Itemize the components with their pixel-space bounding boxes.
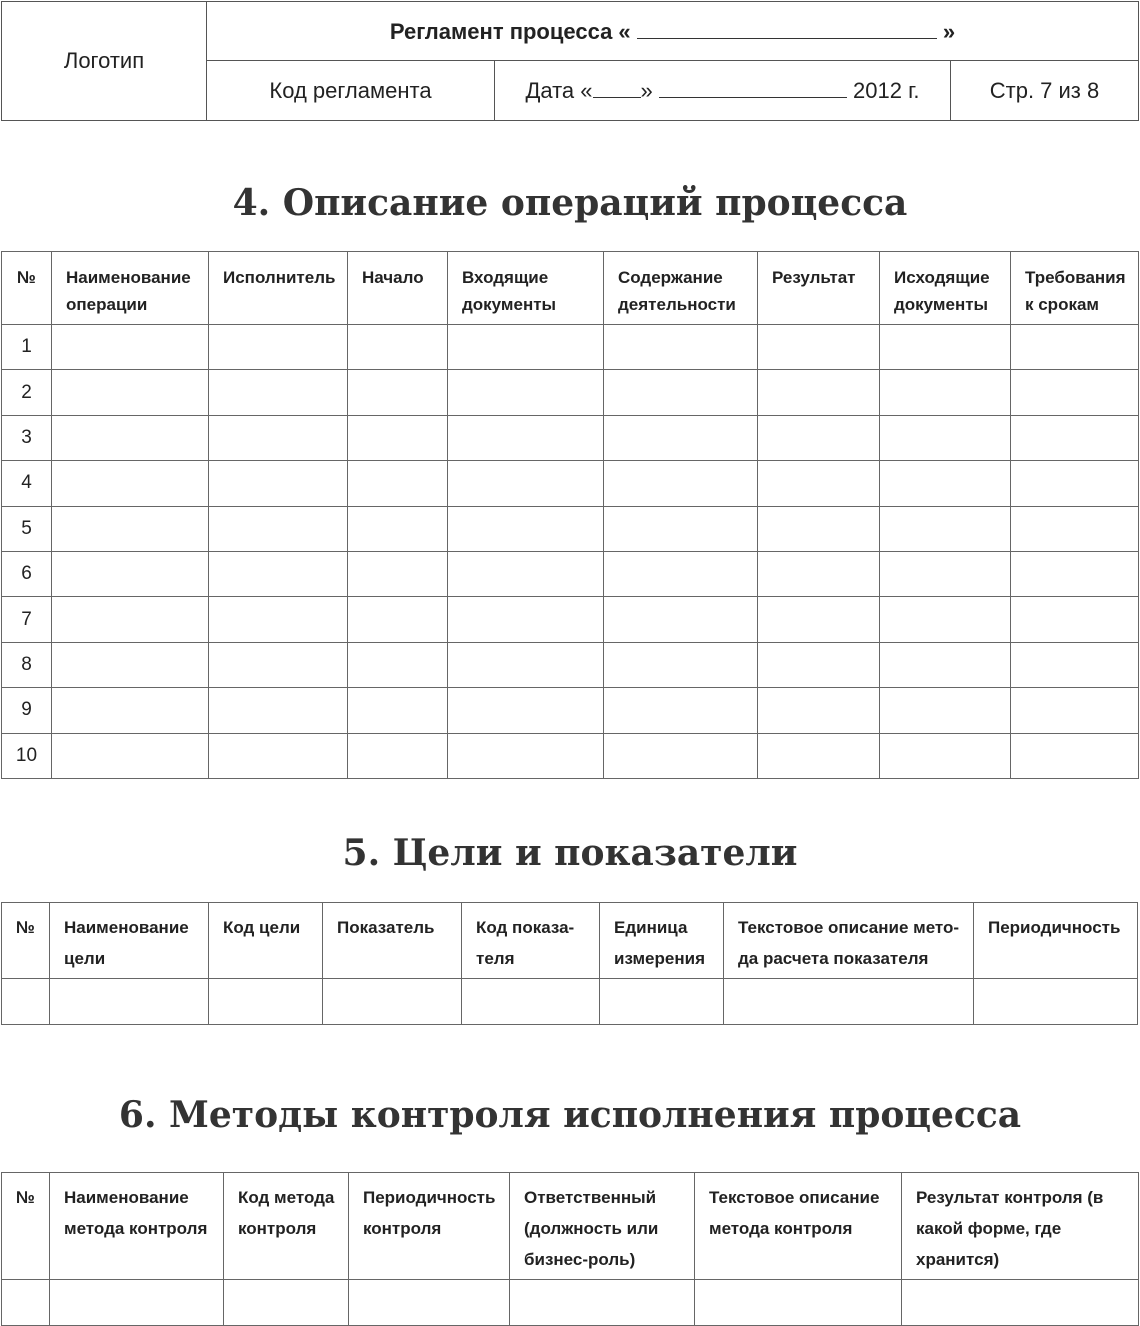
table-cell[interactable] — [604, 597, 758, 642]
table-cell[interactable] — [880, 370, 1011, 415]
column-header: Требования к срокам — [1011, 252, 1139, 325]
table-cell[interactable] — [2, 1280, 50, 1326]
table-cell[interactable] — [52, 461, 209, 506]
column-header: Наименование цели — [50, 903, 209, 979]
table-cell[interactable] — [448, 325, 604, 370]
row-number: 1 — [2, 325, 52, 370]
table-cell[interactable] — [52, 642, 209, 687]
table-cell[interactable] — [348, 551, 448, 596]
logo-placeholder: Логотип — [2, 2, 207, 121]
table-cell[interactable] — [902, 1280, 1139, 1326]
table-cell[interactable] — [604, 642, 758, 687]
table-row — [2, 370, 1139, 415]
column-header: № — [2, 903, 50, 979]
table-row — [2, 979, 1138, 1025]
table-row — [2, 415, 1139, 460]
table-cell[interactable] — [1011, 597, 1139, 642]
title-prefix: Регламент процесса « — [389, 18, 631, 44]
table-cell[interactable] — [758, 551, 880, 596]
table-cell[interactable] — [349, 1280, 510, 1326]
table-cell[interactable] — [758, 642, 880, 687]
table-cell[interactable] — [448, 733, 604, 778]
table-cell[interactable] — [974, 979, 1138, 1025]
column-header: Исходящие документы — [880, 252, 1011, 325]
row-number: 2 — [2, 370, 52, 415]
title-suffix: » — [942, 18, 956, 44]
table-cell[interactable] — [1011, 551, 1139, 596]
column-header: Наименование метода контроля — [50, 1173, 224, 1280]
day-blank[interactable] — [593, 77, 641, 98]
table-cell[interactable] — [880, 688, 1011, 733]
row-number: 9 — [2, 688, 52, 733]
table-cell[interactable] — [758, 370, 880, 415]
table-cell[interactable] — [209, 551, 348, 596]
table-cell[interactable] — [348, 415, 448, 460]
table-cell[interactable] — [348, 642, 448, 687]
row-number: 4 — [2, 461, 52, 506]
table-cell[interactable] — [758, 597, 880, 642]
date-prefix: Дата « — [525, 78, 593, 103]
table-cell[interactable] — [880, 642, 1011, 687]
table-cell[interactable] — [1011, 642, 1139, 687]
table-cell[interactable] — [348, 688, 448, 733]
table-cell[interactable] — [52, 506, 209, 551]
column-header: Периодичность — [974, 903, 1138, 979]
table-cell[interactable] — [604, 733, 758, 778]
table-cell[interactable] — [348, 461, 448, 506]
operations-table — [1, 251, 1139, 779]
table-cell[interactable] — [448, 688, 604, 733]
table-cell[interactable] — [880, 461, 1011, 506]
table-cell[interactable] — [52, 325, 209, 370]
table-row — [2, 688, 1139, 733]
table-cell[interactable] — [209, 370, 348, 415]
table-cell[interactable] — [348, 325, 448, 370]
table-cell[interactable] — [209, 979, 323, 1025]
table-cell[interactable] — [462, 979, 600, 1025]
column-header: Код цели — [209, 903, 323, 979]
column-header: Результат контроля (в какой форме, где хранится) — [902, 1173, 1139, 1280]
page-number: Стр. 7 из 8 — [951, 61, 1139, 121]
table-cell[interactable] — [209, 688, 348, 733]
section-4-title: 4. Описание операций процесса — [232, 182, 908, 224]
regulation-code: Код регламента — [207, 61, 495, 121]
table-cell[interactable] — [448, 506, 604, 551]
table-cell[interactable] — [52, 688, 209, 733]
table-cell[interactable] — [52, 551, 209, 596]
column-header: Код показа-теля — [462, 903, 600, 979]
control-methods-table — [1, 1172, 1139, 1326]
table-cell[interactable] — [695, 1280, 902, 1326]
table-cell[interactable] — [604, 506, 758, 551]
table-cell[interactable] — [448, 415, 604, 460]
table-cell[interactable] — [52, 370, 209, 415]
date-year: 2012 г. — [853, 78, 920, 103]
table-cell[interactable] — [758, 506, 880, 551]
column-header: № — [2, 252, 52, 325]
table-row — [2, 551, 1139, 596]
table-cell[interactable] — [348, 597, 448, 642]
column-header: Текстовое описание метода контроля — [695, 1173, 902, 1280]
table-cell[interactable] — [448, 370, 604, 415]
table-cell[interactable] — [880, 506, 1011, 551]
regulation-header — [1, 1, 1139, 121]
table-cell[interactable] — [2, 979, 50, 1025]
table-cell[interactable] — [880, 551, 1011, 596]
table-cell[interactable] — [209, 325, 348, 370]
table-cell[interactable] — [758, 733, 880, 778]
table-cell[interactable] — [604, 461, 758, 506]
table-cell[interactable] — [880, 325, 1011, 370]
table-header-row — [2, 903, 1138, 979]
table-cell[interactable] — [1011, 733, 1139, 778]
table-cell[interactable] — [448, 642, 604, 687]
table-cell[interactable] — [448, 597, 604, 642]
goals-table — [1, 902, 1138, 1025]
process-name-blank[interactable] — [637, 18, 937, 39]
table-cell[interactable] — [52, 597, 209, 642]
row-number: 8 — [2, 642, 52, 687]
table-cell[interactable] — [209, 597, 348, 642]
column-header: Ответственный (должность или бизнес-роль) — [510, 1173, 695, 1280]
table-cell[interactable] — [758, 415, 880, 460]
table-row — [2, 733, 1139, 778]
row-number: 3 — [2, 415, 52, 460]
table-cell[interactable] — [209, 642, 348, 687]
table-row — [2, 1280, 1139, 1326]
table-cell[interactable] — [209, 461, 348, 506]
table-cell[interactable] — [758, 461, 880, 506]
table-cell[interactable] — [50, 1280, 224, 1326]
table-cell[interactable] — [604, 370, 758, 415]
table-cell[interactable] — [1011, 461, 1139, 506]
table-row — [2, 506, 1139, 551]
column-header: Периодичность контроля — [349, 1173, 510, 1280]
regulation-title — [207, 2, 1139, 61]
column-header: Входящие документы — [448, 252, 604, 325]
column-header: Показатель — [323, 903, 462, 979]
table-header-row — [2, 1173, 1139, 1280]
section-5-title: 5. Цели и показатели — [342, 832, 798, 874]
row-number: 5 — [2, 506, 52, 551]
table-cell[interactable] — [209, 415, 348, 460]
date-mid: » — [640, 78, 653, 103]
table-cell[interactable] — [724, 979, 974, 1025]
table-cell[interactable] — [448, 551, 604, 596]
table-cell[interactable] — [348, 506, 448, 551]
column-header: Наименование операции — [52, 252, 209, 325]
month-blank[interactable] — [659, 77, 847, 98]
table-cell[interactable] — [52, 415, 209, 460]
table-header-row — [2, 252, 1139, 325]
table-cell[interactable] — [1011, 506, 1139, 551]
row-number: 10 — [2, 733, 52, 778]
table-cell[interactable] — [758, 688, 880, 733]
table-cell[interactable] — [209, 506, 348, 551]
column-header: Результат — [758, 252, 880, 325]
row-number: 7 — [2, 597, 52, 642]
table-cell[interactable] — [758, 325, 880, 370]
column-header: Единица измерения — [600, 903, 724, 979]
table-cell[interactable] — [880, 597, 1011, 642]
row-number: 6 — [2, 551, 52, 596]
table-cell[interactable] — [604, 415, 758, 460]
table-cell[interactable] — [323, 979, 462, 1025]
table-cell[interactable] — [1011, 415, 1139, 460]
column-header: Начало — [348, 252, 448, 325]
table-cell[interactable] — [348, 733, 448, 778]
column-header: № — [2, 1173, 50, 1280]
table-cell[interactable] — [510, 1280, 695, 1326]
table-row — [2, 642, 1139, 687]
table-cell[interactable] — [1011, 370, 1139, 415]
column-header: Код метода контроля — [224, 1173, 349, 1280]
table-cell[interactable] — [209, 733, 348, 778]
section-6-title: 6. Методы контроля исполнения процесса — [118, 1094, 1022, 1136]
table-cell[interactable] — [1011, 688, 1139, 733]
table-cell[interactable] — [448, 461, 604, 506]
column-header: Содержание деятельности — [604, 252, 758, 325]
table-cell[interactable] — [50, 979, 209, 1025]
column-header: Текстовое описание мето-да расчета показателя — [724, 903, 974, 979]
table-cell[interactable] — [1011, 325, 1139, 370]
table-cell[interactable] — [604, 325, 758, 370]
regulation-date — [495, 61, 951, 121]
table-cell[interactable] — [880, 733, 1011, 778]
table-row — [2, 597, 1139, 642]
column-header: Исполнитель — [209, 252, 348, 325]
table-cell[interactable] — [880, 415, 1011, 460]
table-cell[interactable] — [348, 370, 448, 415]
table-cell[interactable] — [52, 733, 209, 778]
table-cell[interactable] — [604, 688, 758, 733]
table-row — [2, 325, 1139, 370]
table-cell[interactable] — [600, 979, 724, 1025]
table-cell[interactable] — [604, 551, 758, 596]
table-row — [2, 461, 1139, 506]
table-cell[interactable] — [224, 1280, 349, 1326]
